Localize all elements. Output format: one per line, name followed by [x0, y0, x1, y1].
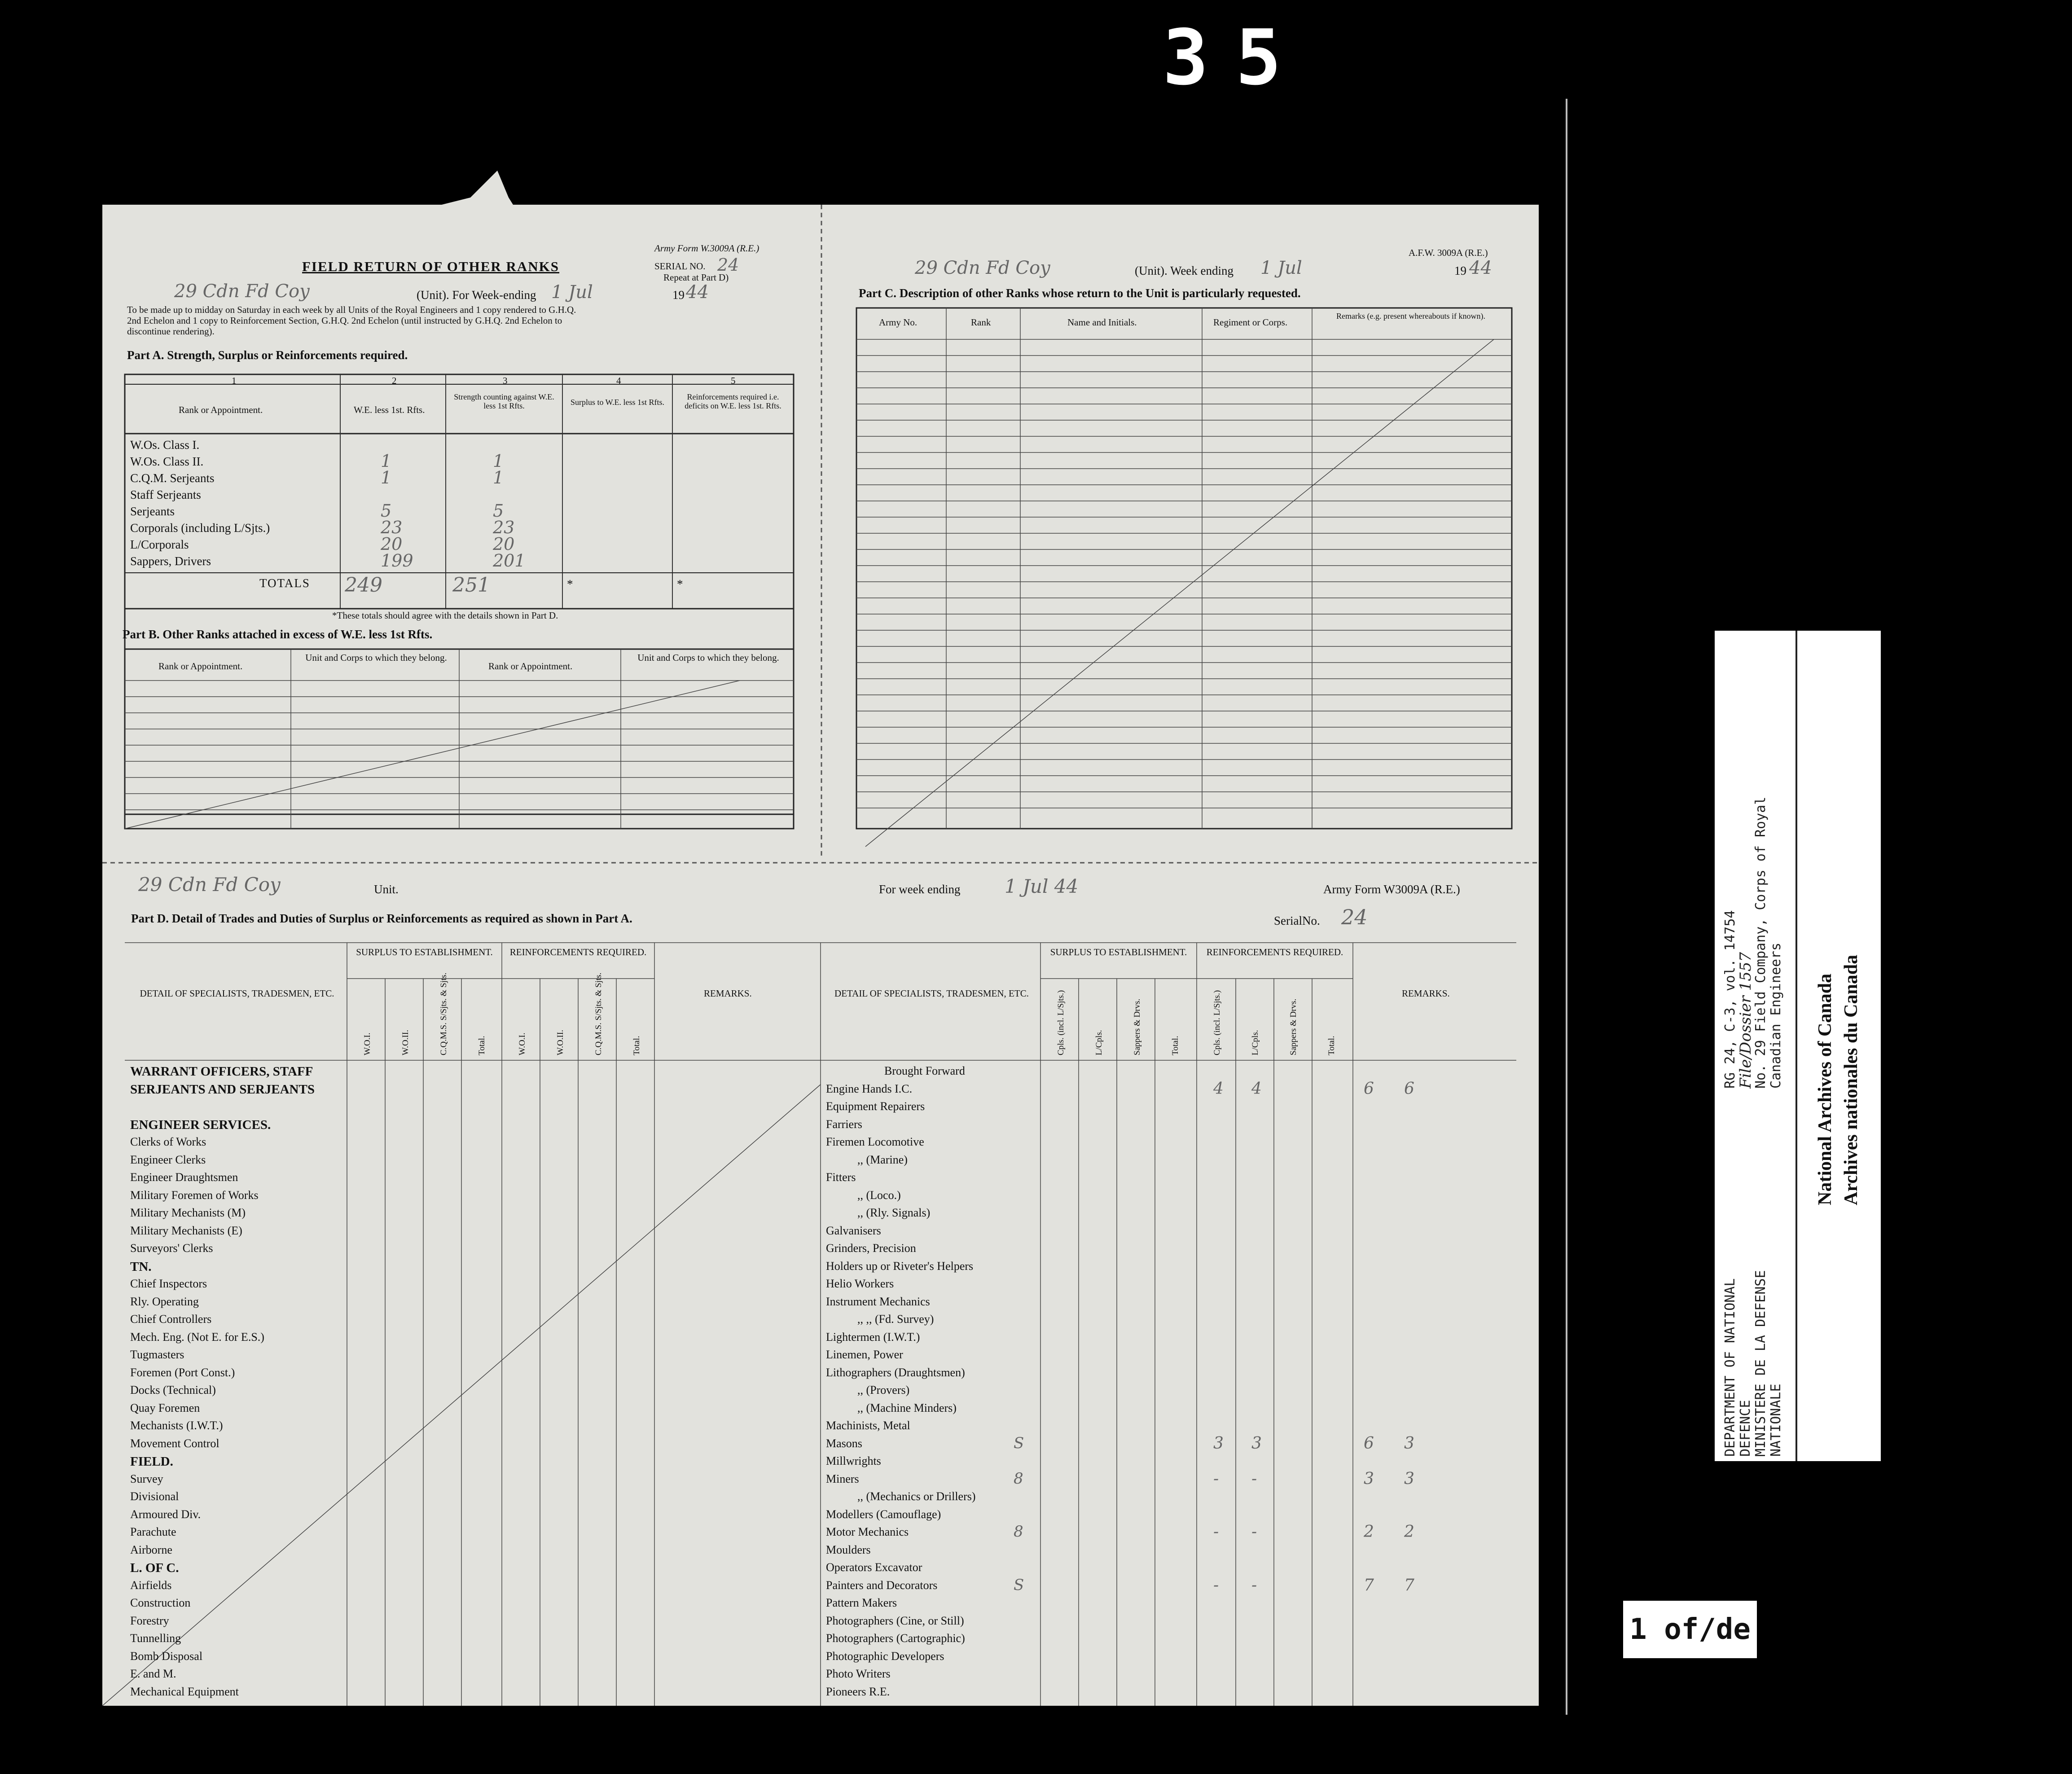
- partD-right-item: Photo Writers: [826, 1667, 891, 1680]
- partD-left-surplus-header: SURPLUS TO ESTABLISHMENT.: [356, 947, 493, 957]
- partD-right-item: Firemen Locomotive: [826, 1135, 924, 1148]
- frame-number: 35: [1163, 13, 1308, 102]
- archive-label: [1715, 631, 1881, 1461]
- partD-entry-value: 6: [1404, 1079, 1414, 1098]
- archive-ref-4: Canadian Engineers: [1768, 942, 1784, 1089]
- partA-instruction-2: 2nd Echelon and 1 copy to Reinforcement Section, G.H.Q. 2nd Echelon (until instructed by G.H.Q. 2nd Echelon to: [127, 315, 562, 326]
- partD-left-item: Movement Control: [130, 1436, 219, 1450]
- partD-left-item: Mechanists (I.W.T.): [130, 1419, 223, 1432]
- partD-week-label: For week ending: [879, 883, 961, 896]
- form-sheet: [102, 205, 1539, 1706]
- partA-totals-star-4: *: [567, 577, 573, 591]
- partD-right-subheader: Cpls. (incl. L/Sjts.): [1056, 990, 1066, 1055]
- partA-we-value: 199: [381, 551, 413, 571]
- partD-serial-value: 24: [1341, 905, 1368, 929]
- partD-left-item: WARRANT OFFICERS, STAFF: [130, 1064, 313, 1079]
- partD-right-item: ,, (Loco.): [857, 1188, 901, 1202]
- partD-right-item: Farriers: [826, 1117, 862, 1131]
- partD-right-item: Operators Excavator: [826, 1561, 922, 1574]
- partD-left-item: Military Mechanists (E): [130, 1224, 242, 1237]
- partD-left-subheader: C.Q.M.S. S/Sjts. & Sjts.: [439, 972, 448, 1055]
- partD-entry-value: -: [1213, 1469, 1219, 1488]
- partC-year-prefix: 19: [1454, 264, 1466, 277]
- film-edge-rule: [1566, 99, 1567, 1715]
- partD-right-item: Galvanisers: [826, 1224, 881, 1237]
- partA-col-rank: Rank or Appointment.: [179, 404, 263, 415]
- partD-margin-mark: 8: [1014, 1469, 1023, 1488]
- partA-serial-value: 24: [717, 255, 739, 275]
- partD-left-item: Bomb Disposal: [130, 1649, 203, 1663]
- partD-right-item: Pattern Makers: [826, 1596, 897, 1609]
- partA-totals-we: 249: [345, 574, 382, 597]
- partA-strength-value: 1: [493, 468, 504, 487]
- partA-totals-star-5: *: [677, 577, 683, 591]
- partA-totals-str: 251: [452, 574, 490, 597]
- partC-year-value: 44: [1469, 258, 1492, 278]
- partA-rank-label: Corporals (including L/Sjts.): [130, 521, 270, 535]
- partA-totals-label: TOTALS: [259, 576, 310, 590]
- partA-repeat-note: Repeat at Part D): [663, 272, 729, 283]
- partD-left-item: Chief Controllers: [130, 1313, 212, 1326]
- partD-right-item: ,, (Rly. Signals): [857, 1206, 931, 1219]
- partD-right-item: ,, (Marine): [857, 1153, 908, 1166]
- archive-dept-3: MINISTERE DE LA DEFENSE: [1753, 1270, 1769, 1457]
- partD-right-subheader: L/Cpls.: [1251, 1030, 1260, 1055]
- partD-entry-value: 7: [1404, 1576, 1414, 1594]
- partD-left-item: TN.: [130, 1259, 152, 1274]
- partD-left-item: Construction: [130, 1596, 191, 1609]
- partA-colnum-1: 1: [232, 375, 237, 386]
- partD-right-surplus-header: SURPLUS TO ESTABLISHMENT.: [1050, 947, 1187, 957]
- partD-right-item: Brought Forward: [884, 1064, 965, 1077]
- partD-margin-mark: 8: [1014, 1523, 1023, 1541]
- partD-entry-value: 6: [1364, 1079, 1374, 1098]
- partA-rank-label: Staff Serjeants: [130, 488, 201, 501]
- partD-right-item: ,, (Mechanics or Drillers): [857, 1490, 976, 1503]
- partA-we-value: 20: [381, 534, 403, 554]
- partC-week-value: 1 Jul: [1260, 258, 1302, 278]
- partA-rank-label: Serjeants: [130, 505, 175, 518]
- partD-left-subheader: W.O.I.: [363, 1032, 372, 1055]
- partD-right-item: Fitters: [826, 1171, 856, 1184]
- partA-unit-line: (Unit). For Week-ending: [417, 288, 536, 302]
- partA-week-value: 1 Jul: [551, 282, 593, 303]
- partD-entry-value: 4: [1251, 1079, 1262, 1098]
- partD-form-id: Army Form W3009A (R.E.): [1323, 883, 1460, 896]
- partA-footnote: *These totals should agree with the details shown in Part D.: [332, 610, 558, 621]
- partD-right-item: Lithographers (Draughtsmen): [826, 1366, 965, 1379]
- partD-right-subheader: L/Cpls.: [1094, 1030, 1104, 1055]
- partA-we-value: 1: [381, 451, 392, 471]
- partD-left-item: Quay Foremen: [130, 1401, 200, 1414]
- partA-year-prefix: 19: [672, 288, 685, 302]
- archive-ref-2: File/Dossier 1557: [1737, 952, 1755, 1089]
- partD-right-item: Pioneers R.E.: [826, 1685, 890, 1698]
- partD-entry-value: -: [1213, 1523, 1219, 1541]
- partB-col-4: Unit and Corps to which they belong.: [637, 652, 779, 663]
- partD-serial-label: SerialNo.: [1274, 914, 1320, 927]
- partD-right-item: Linemen, Power: [826, 1348, 903, 1361]
- partD-left-subheader: W.O.II.: [401, 1030, 410, 1055]
- partA-heading: Part A. Strength, Surplus or Reinforcements required.: [127, 348, 408, 362]
- partD-entry-value: 3: [1364, 1469, 1374, 1488]
- partD-right-item: Engine Hands I.C.: [826, 1082, 913, 1095]
- partD-left-item: Mechanical Equipment: [130, 1685, 239, 1698]
- partA-serial-label: SERIAL NO.: [654, 261, 706, 272]
- partA-we-value: 5: [381, 501, 392, 521]
- partD-right-item: Masons: [826, 1436, 862, 1450]
- partD-right-reinf-header: REINFORCEMENTS REQUIRED.: [1206, 947, 1343, 957]
- partA-we-value: 23: [381, 518, 403, 537]
- partD-entry-value: -: [1251, 1469, 1257, 1488]
- partD-right-item: Lightermen (I.W.T.): [826, 1330, 920, 1344]
- partD-left-item: ENGINEER SERVICES.: [130, 1117, 271, 1132]
- partA-strength-value: 23: [493, 518, 515, 537]
- partD-left-item: Rly. Operating: [130, 1295, 199, 1308]
- partD-entry-value: 2: [1364, 1523, 1374, 1541]
- partA-strength-value: 20: [493, 534, 515, 554]
- partD-table-grid: [102, 943, 1516, 1706]
- partC-unit-line: (Unit). Week ending: [1135, 264, 1234, 277]
- partA-strength-value: 201: [493, 551, 526, 571]
- partA-rank-label: W.Os. Class I.: [130, 438, 200, 452]
- partB-col-2: Unit and Corps to which they belong.: [305, 652, 447, 663]
- partD-left-item: Forestry: [130, 1614, 169, 1627]
- partD-entry-value: -: [1213, 1576, 1219, 1594]
- partD-right-item: Miners: [826, 1472, 859, 1485]
- partA-colnum-5: 5: [731, 375, 736, 386]
- partD-left-item: Armoured Div.: [130, 1507, 201, 1521]
- archive-dept-4: NATIONALE: [1768, 1383, 1784, 1457]
- archive-nac-en: National Archives of Canada: [1815, 973, 1835, 1205]
- partD-entry-value: 6: [1364, 1434, 1374, 1453]
- partA-instruction-1: To be made up to midday on Saturday in each week by all Units of the Royal Engineers and 1 copy rendered to G.H.Q.: [127, 304, 576, 315]
- partA-we-value: 1: [381, 468, 392, 487]
- partC-col-4: Regiment or Corps.: [1213, 317, 1288, 328]
- partD-left-item: Clerks of Works: [130, 1135, 206, 1148]
- partA-unit-value: 29 Cdn Fd Coy: [174, 281, 310, 302]
- reel-tag: 1 of/de: [1623, 1601, 1757, 1658]
- partB-col-3: Rank or Appointment.: [488, 661, 573, 672]
- partD-right-item: Modellers (Camouflage): [826, 1507, 941, 1521]
- partD-unit-value: 29 Cdn Fd Coy: [138, 874, 281, 896]
- partC-unit-value: 29 Cdn Fd Coy: [915, 258, 1050, 278]
- partD-left-item: Tugmasters: [130, 1348, 184, 1361]
- partA-col-strength: Strength counting against W.E. less 1st Rfts.: [454, 392, 554, 410]
- partD-left-subheader: W.O.I.: [518, 1032, 527, 1055]
- partD-entry-value: 3: [1404, 1434, 1414, 1453]
- partD-entry-value: 3: [1404, 1469, 1414, 1488]
- partD-left-item: Engineer Clerks: [130, 1153, 206, 1166]
- partD-left-item: Surveyors' Clerks: [130, 1242, 213, 1255]
- partD-left-item: Divisional: [130, 1490, 179, 1503]
- partD-right-item: Grinders, Precision: [826, 1242, 916, 1255]
- partD-right-item: ,, ,, (Fd. Survey): [857, 1313, 934, 1326]
- archive-ref-1: RG 24, C-3, vol. 14754: [1722, 910, 1738, 1089]
- partC-col-1: Army No.: [879, 317, 917, 328]
- partD-left-item: Mech. Eng. (Not E. for E.S.): [130, 1330, 264, 1344]
- partA-year-value: 44: [686, 282, 709, 303]
- partA-col-we: W.E. less 1st. Rfts.: [354, 404, 425, 415]
- partD-margin-mark: S: [1014, 1576, 1024, 1594]
- partD-right-subheader: Cpls. (incl. L/Sjts.): [1212, 990, 1222, 1055]
- partD-left-item: Docks (Technical): [130, 1383, 216, 1396]
- partD-right-subheader: Sappers & Drvs.: [1289, 998, 1298, 1055]
- partD-left-reinf-header: REINFORCEMENTS REQUIRED.: [509, 947, 647, 957]
- partA-colnum-4: 4: [616, 375, 621, 386]
- partD-left-item: Military Foremen of Works: [130, 1188, 259, 1202]
- partD-right-item: Photographers (Cine, or Still): [826, 1614, 964, 1627]
- partD-right-item: Motor Mechanics: [826, 1525, 909, 1538]
- partC-col-3: Name and Initials.: [1067, 317, 1137, 328]
- archive-dept-2: DEFENCE: [1738, 1400, 1753, 1457]
- partD-entry-value: 7: [1364, 1576, 1374, 1594]
- partA-rank-label: W.Os. Class II.: [130, 455, 204, 468]
- partA-col-surplus: Surplus to W.E. less 1st Rfts.: [570, 398, 665, 407]
- archive-divider: [1795, 631, 1797, 1461]
- partA-rank-label: L/Corporals: [130, 538, 189, 551]
- partD-left-header: DETAIL OF SPECIALISTS, TRADESMEN, ETC.: [140, 988, 334, 999]
- archive-dept-1: DEPARTMENT OF NATIONAL: [1722, 1278, 1738, 1457]
- partC-col-5: Remarks (e.g. present whereabouts if known).: [1336, 312, 1485, 321]
- partD-left-subheader: Total.: [632, 1036, 641, 1055]
- partD-entry-value: -: [1251, 1523, 1257, 1541]
- partD-left-item: FIELD.: [130, 1454, 173, 1469]
- partD-right-header: DETAIL OF SPECIALISTS, TRADESMEN, ETC.: [834, 988, 1029, 999]
- partD-left-subheader: W.O.II.: [556, 1030, 565, 1055]
- partD-right-item: Holders up or Riveter's Helpers: [826, 1259, 974, 1273]
- partD-right-item: Millwrights: [826, 1454, 881, 1467]
- partA-strength-value: 5: [493, 501, 504, 521]
- partD-right-remarks-header: REMARKS.: [1402, 988, 1450, 999]
- partD-left-item: E. and M.: [130, 1667, 176, 1680]
- partD-left-item: L. OF C.: [130, 1561, 179, 1575]
- partD-left-remarks-header: REMARKS.: [704, 988, 752, 999]
- partD-right-item: Photographers (Cartographic): [826, 1632, 965, 1645]
- partD-left-item: Military Mechanists (M): [130, 1206, 246, 1219]
- partD-left-item: Foremen (Port Const.): [130, 1366, 235, 1379]
- partD-right-subheader: Sappers & Drvs.: [1133, 998, 1142, 1055]
- partD-left-item: Airborne: [130, 1543, 172, 1556]
- partD-left-subheader: Total.: [477, 1036, 487, 1055]
- partD-left-item: Airfields: [130, 1578, 172, 1592]
- partD-entry-value: 3: [1251, 1434, 1262, 1453]
- partC-table-grid: [856, 308, 1512, 847]
- partD-heading: Part D. Detail of Trades and Duties of Surplus or Reinforcements as required as shown in Part A.: [131, 912, 632, 925]
- partA-colnum-3: 3: [503, 375, 508, 386]
- partD-right-subheader: Total.: [1327, 1036, 1336, 1055]
- partD-unit-label: Unit.: [374, 883, 399, 896]
- partD-margin-mark: S: [1014, 1434, 1024, 1452]
- partA-instruction-3: discontinue rendering).: [127, 326, 215, 337]
- partD-right-item: Moulders: [826, 1543, 871, 1556]
- partD-entry-value: 3: [1213, 1434, 1224, 1453]
- archive-nac-fr: Archives nationales du Canada: [1841, 954, 1861, 1205]
- partA-colnum-2: 2: [392, 375, 397, 386]
- partD-left-item: Survey: [130, 1472, 163, 1485]
- partD-left-item: Engineer Draughtsmen: [130, 1171, 238, 1184]
- partC-heading: Part C. Description of other Ranks whose return to the Unit is particularly requested.: [859, 286, 1301, 300]
- partB-table-grid: [125, 649, 794, 829]
- partD-right-subheader: Total.: [1171, 1036, 1180, 1055]
- partD-right-item: ,, (Machine Minders): [857, 1401, 957, 1414]
- partD-right-item: Photographic Developers: [826, 1649, 944, 1663]
- partD-right-item: ,, (Provers): [857, 1383, 910, 1396]
- partD-right-item: Equipment Repairers: [826, 1100, 925, 1113]
- partB-heading: Part B. Other Ranks attached in excess of W.E. less 1st Rfts.: [123, 628, 433, 641]
- partA-rank-label: Sappers, Drivers: [130, 554, 211, 568]
- archive-ref-3: No. 29 Field Company, Corps of Royal: [1753, 796, 1769, 1089]
- partD-week-value: 1 Jul 44: [1005, 875, 1079, 897]
- partA-title: FIELD RETURN OF OTHER RANKS: [302, 259, 560, 274]
- partA-form-id: Army Form W.3009A (R.E.): [654, 243, 759, 254]
- partD-right-item: Helio Workers: [826, 1277, 894, 1290]
- partD-left-subheader: C.Q.M.S. S/Sjts. & Sjts.: [594, 972, 603, 1055]
- partD-left-item: SERJEANTS AND SERJEANTS: [130, 1082, 315, 1097]
- partD-entry-value: -: [1251, 1576, 1257, 1594]
- partD-left-item: Parachute: [130, 1525, 176, 1538]
- partB-col-1: Rank or Appointment.: [158, 661, 243, 672]
- partD-entry-value: 4: [1213, 1079, 1224, 1098]
- partA-strength-value: 1: [493, 451, 504, 471]
- partC-form-id: A.F.W. 3009A (R.E.): [1409, 247, 1488, 258]
- partC-col-2: Rank: [971, 317, 991, 328]
- partD-right-item: Painters and Decorators: [826, 1578, 938, 1592]
- partD-left-item: Tunnelling: [130, 1632, 181, 1645]
- partA-rank-label: C.Q.M. Serjeants: [130, 471, 215, 485]
- partD-right-item: Instrument Mechanics: [826, 1295, 930, 1308]
- partA-col-reinforcements: Reinforcements required i.e. deficits on W.E. less 1st. Rfts.: [685, 392, 781, 410]
- partD-entry-value: 2: [1404, 1523, 1414, 1541]
- partD-left-item: Chief Inspectors: [130, 1277, 207, 1290]
- partD-right-item: Machinists, Metal: [826, 1419, 910, 1432]
